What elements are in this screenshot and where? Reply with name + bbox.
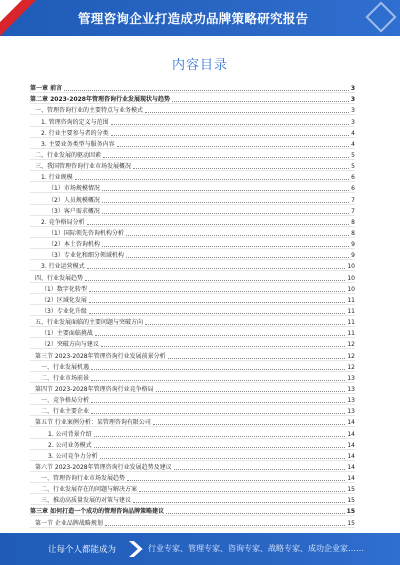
toc-dot-leader [102,202,349,203]
toc-dot-leader [89,313,346,314]
toc-dot-leader [94,436,346,437]
toc-entry-page: 3 [350,85,355,93]
toc-entry[interactable] [30,516,355,527]
toc-entry-title: 第三节 2023-2028年管理咨询行业发展前景分析 [35,352,166,360]
toc-entry-title: 3. 主要业务类型与服务内容 [41,140,115,148]
report-title: 管理咨询企业打造成功品牌策略研究报告 [78,11,309,26]
toc-dot-leader [153,424,345,425]
toc-entry-page: 12 [347,363,355,371]
toc-dot-leader [126,257,349,258]
toc-entry-page: 11 [347,296,355,304]
toc-entry[interactable] [30,160,355,171]
toc-dot-leader [87,268,346,269]
toc-entry-page: 13 [347,374,355,382]
toc-dot-leader [89,291,346,292]
toc-entry[interactable] [30,283,355,294]
toc-dot-leader [145,112,349,113]
toc-heading: 内容目录 [171,58,228,73]
toc-entry-title: 2. 公司业务模式 [48,441,92,449]
toc-dot-leader [111,124,350,125]
toc-entry-page: 9 [351,252,355,260]
toc-entry-page: 3 [350,96,355,104]
toc-dot-leader [85,280,345,281]
toc-dot-leader [127,480,345,481]
toc-entry[interactable] [30,361,355,372]
toc-dot-leader [117,146,350,147]
toc-entry[interactable] [30,338,355,349]
toc-entry-page: 14 [347,452,355,460]
toc-entry-page: 14 [347,430,355,438]
toc-entry-page: 4 [351,129,355,137]
toc-entry[interactable] [30,216,355,227]
toc-entry[interactable] [30,416,355,427]
toc-entry-page: 4 [351,140,355,148]
toc-entry-page: 7 [351,207,355,215]
toc-entry-title: （2）本土咨询机构 [48,241,100,249]
toc-dot-leader [75,179,350,180]
toc-entry-title: 第五节 行业案例分析：某管理咨询有限公司 [35,419,151,427]
toc-entry[interactable] [30,294,355,305]
toc-entry-title: 1. 行业规模 [41,174,73,182]
toc-entry-title: （1）市场规模情况 [48,185,100,193]
toc-entry-page: 12 [347,352,355,360]
toc-entry-title: 第一章 前言 [30,85,63,93]
toc-entry-title: 五、行业发展面临的主要问题与突破方向 [35,319,144,327]
toc-entry-page: 15 [347,519,355,527]
toc-entry-page: 13 [347,385,355,393]
toc-entry[interactable] [30,505,355,516]
toc-dot-leader [166,513,345,514]
toc-entry[interactable] [30,193,355,204]
toc-entry[interactable] [30,127,355,138]
chevron-right-icon [129,541,145,557]
toc-entry-page: 5 [351,163,355,171]
toc-entry-title: 一、竞争格局分析 [41,397,90,405]
toc-entry-title: （2）人员规模概况 [48,196,100,204]
toc-entry[interactable] [30,171,355,182]
toc-entry[interactable] [30,494,355,505]
toc-entry[interactable] [30,227,355,238]
toc-dot-leader [111,135,350,136]
toc-entry-title: 3. 行业运营模式 [41,263,85,271]
toc-dot-leader [139,491,345,492]
toc-entry-page: 3 [351,118,355,126]
toc-entry-title: 二、行业市场前景 [41,374,90,382]
toc-dot-leader [172,101,349,102]
toc-entry[interactable] [30,383,355,394]
toc-entry-page: 15 [347,486,355,494]
toc-entry-title: 一、管理咨询行业的主要特点与业务模式 [35,107,144,115]
toc-entry-page: 8 [351,218,355,226]
toc-entry[interactable] [30,93,355,104]
toc-entry[interactable] [30,205,355,216]
toc-entry[interactable] [30,260,355,271]
toc-dot-leader [89,302,346,303]
footer-tagline: 行业专家、管理专家、咨询专家、战略专家、成功企业家…… [148,544,364,553]
toc-entry-title: 第三章 如何打造一个成功的管理咨询品牌策略建议 [30,508,165,516]
toc-entry-title: （3）专业化升级 [41,307,87,315]
toc-entry-title: （1）主要面临挑战 [41,330,93,338]
footer-slogan: 让每个人都能成为 [48,545,117,555]
toc-entry[interactable] [30,394,355,405]
toc-entry[interactable] [30,427,355,438]
toc-dot-leader [102,246,349,247]
toc-entry-title: 1. 公司背景介绍 [48,430,92,438]
header-banner [0,0,400,36]
toc-entry-title: 一、行业发展机遇 [41,363,90,371]
toc-dot-leader [133,502,345,503]
toc-entry-title: 二、行业发展存在的问题与解决方案 [41,486,138,494]
toc-entry[interactable] [30,472,355,483]
toc-entry-page: 7 [351,196,355,204]
diamond-decoration [365,1,396,32]
toc-entry[interactable] [30,104,355,115]
toc-entry[interactable] [30,461,355,472]
toc-entry-page: 11 [347,330,355,338]
toc-entry-page: 8 [351,229,355,237]
toc-entry[interactable] [30,439,355,450]
corner-decoration-white [0,0,22,22]
toc-entry[interactable] [30,405,355,416]
toc-entry-page: 10 [347,285,355,293]
toc-entry-title: 2. 竞争格局分析 [41,218,85,226]
toc-entry-page: 10 [347,274,355,282]
toc-entry-page: 13 [347,408,355,416]
toc-dot-leader [95,335,346,336]
toc-entry-page: 14 [347,475,355,483]
toc-entry-title: 二、行业主要企业 [41,408,90,416]
toc-entry[interactable] [30,238,355,249]
toc-entry-title: （2）突破方向与建议 [41,341,99,349]
toc-dot-leader [64,90,349,91]
toc-entry-title: 第二章 2023-2028年管理咨询行业发展现状与趋势 [30,96,170,104]
toc-dot-leader [91,413,345,414]
toc-entry[interactable] [30,149,355,160]
toc-entry-page: 12 [347,341,355,349]
toc-entry-page: 14 [347,419,355,427]
toc-dot-leader [87,224,350,225]
toc-entry-title: 1. 管理咨询的定义与范围 [41,118,109,126]
toc-entry-title: 2. 行业主要参与者的分类 [41,129,109,137]
toc-entry[interactable] [30,305,355,316]
toc-dot-leader [133,168,349,169]
toc-dot-leader [103,157,349,158]
toc-entry-page: 11 [347,319,355,327]
toc-dot-leader [156,391,346,392]
toc-entry[interactable] [30,82,355,93]
toc-entry-title: 三、我国管理咨询行业市场发展概况 [35,163,132,171]
toc-dot-leader [174,469,346,470]
toc-dot-leader [105,525,345,526]
toc-entry-page: 3 [351,107,355,115]
toc-entry-page: 6 [351,174,355,182]
footer-banner [0,533,400,565]
toc-entry[interactable] [30,450,355,461]
toc-entry-page: 11 [347,307,355,315]
toc-dot-leader [100,458,346,459]
toc-entry[interactable] [30,138,355,149]
toc-entry-title: （1）国际领先咨询机构分析 [48,229,124,237]
toc-entry-title: 二、行业发展的驱动因素 [35,151,102,159]
toc-entry-page: 10 [347,263,355,271]
toc-entry-title: （3）专业化和细分领域机构 [48,252,124,260]
toc-entry-page: 5 [351,151,355,159]
toc-entry[interactable] [30,115,355,126]
toc-dot-leader [168,358,346,359]
toc-entry[interactable] [30,182,355,193]
table-of-contents [30,82,355,528]
toc-entry[interactable] [30,271,355,282]
toc-entry-title: （3）客户需求概况 [48,207,100,215]
toc-dot-leader [94,447,346,448]
toc-entry[interactable] [30,483,355,494]
toc-entry[interactable] [30,349,355,360]
toc-dot-leader [91,369,345,370]
toc-dot-leader [102,213,349,214]
toc-entry-page: 13 [347,397,355,405]
toc-entry[interactable] [30,372,355,383]
toc-entry-title: 一、管理咨询行业市场发展趋势 [41,475,126,483]
toc-entry-title: （2）区域化发展 [41,296,87,304]
toc-dot-leader [101,346,346,347]
toc-entry-title: 3. 公司竞争力分析 [48,452,98,460]
toc-entry-title: 第六节 2023-2028年管理咨询行业发展趋势及建议 [35,463,172,471]
toc-dot-leader [126,235,349,236]
toc-entry-title: 第一节 企业品牌战略规划 [35,519,103,527]
toc-entry-page: 6 [351,185,355,193]
toc-entry-page: 15 [346,508,355,516]
toc-entry-title: 四、行业发展趋势 [35,274,84,282]
toc-dot-leader [91,380,345,381]
toc-entry-title: 第四节 2023-2028年管理咨询行业竞争格局 [35,385,154,393]
toc-entry-title: （1）数字化转型 [41,285,87,293]
toc-dot-leader [91,402,345,403]
toc-entry[interactable] [30,327,355,338]
toc-entry-page: 9 [351,241,355,249]
toc-entry-page: 14 [347,463,355,471]
toc-entry[interactable] [30,316,355,327]
toc-entry[interactable] [30,249,355,260]
toc-entry-page: 14 [347,441,355,449]
toc-entry-title: 三、推动高质量发展的对策与建议 [41,497,132,505]
toc-dot-leader [145,324,345,325]
toc-dot-leader [102,190,349,191]
toc-entry-page: 15 [347,497,355,505]
